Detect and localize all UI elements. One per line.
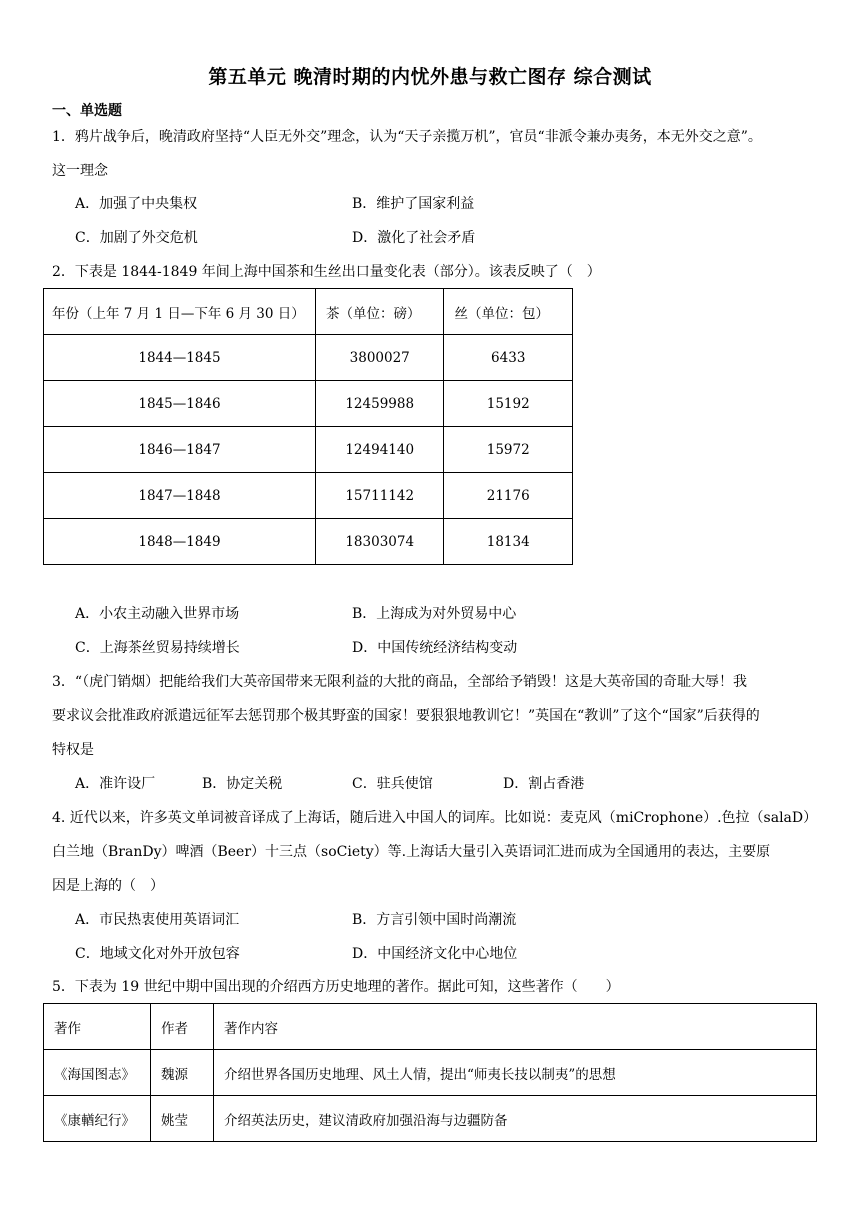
cell-tea: 12494140 bbox=[315, 427, 444, 473]
cell-tea: 12459988 bbox=[315, 381, 444, 427]
q4-stem-line2: 白兰地（BranDy）啤酒（Beer）十三点（soCiety）等.上海话大量引入英语词汇进而成为全国通用的表达，主要原 bbox=[52, 844, 771, 860]
q3-stem-line2: 要求议会批准政府派遣远征军去惩罚那个极其野蛮的国家！要狠狠地教训它！”英国在“教训”了这个“国家”后获得的 bbox=[52, 708, 760, 724]
cell-silk: 15972 bbox=[444, 427, 573, 473]
cell-silk: 15192 bbox=[444, 381, 573, 427]
q1-stem-line2: 这一理念 bbox=[52, 163, 108, 179]
q2-option-b[interactable]: B．上海成为对外贸易中心 bbox=[352, 606, 517, 622]
cell-content: 介绍世界各国历史地理、风土人情，提出“师夷长技以制夷”的思想 bbox=[214, 1050, 817, 1096]
header-content: 著作内容 bbox=[214, 1004, 817, 1050]
q4-option-a[interactable]: A．市民热衷使用英语词汇 bbox=[75, 912, 240, 928]
q4-stem-line3: 因是上海的（ ） bbox=[52, 878, 164, 894]
q1-option-a[interactable]: A．加强了中央集权 bbox=[75, 196, 198, 212]
cell-year: 1845—1846 bbox=[44, 381, 316, 427]
q2-option-c[interactable]: C．上海茶丝贸易持续增长 bbox=[75, 640, 240, 656]
section-heading: 一、单选题 bbox=[52, 103, 122, 119]
cell-tea: 18303074 bbox=[315, 519, 444, 565]
q2-option-d[interactable]: D．中国传统经济结构变动 bbox=[352, 640, 518, 656]
table-row bbox=[44, 473, 573, 519]
cell-work: 《海国图志》 bbox=[44, 1050, 151, 1096]
table-row bbox=[44, 381, 573, 427]
q4-option-c[interactable]: C．地域文化对外开放包容 bbox=[75, 946, 240, 962]
cell-year: 1846—1847 bbox=[44, 427, 316, 473]
header-tea: 茶（单位：磅） bbox=[315, 289, 444, 335]
cell-work: 《康輶纪行》 bbox=[44, 1096, 151, 1142]
q4-option-b[interactable]: B．方言引领中国时尚潮流 bbox=[352, 912, 517, 928]
header-author: 作者 bbox=[151, 1004, 214, 1050]
table-row bbox=[44, 427, 573, 473]
table-header-row bbox=[44, 1004, 817, 1050]
cell-year: 1848—1849 bbox=[44, 519, 316, 565]
q4-stem-line1: 4. 近代以来，许多英文单词被音译成了上海话，随后进入中国人的词库。比如说：麦克风（miCrophone）.色拉（salaD） bbox=[52, 810, 818, 826]
q4-option-d[interactable]: D．中国经济文化中心地位 bbox=[352, 946, 518, 962]
table-row bbox=[44, 519, 573, 565]
q3-option-c[interactable]: C．驻兵使馆 bbox=[352, 776, 433, 792]
q1-stem-line1: 1．鸦片战争后，晚清政府坚持“人臣无外交”理念，认为“天子亲揽万机”，官员“非派令兼办夷务，本无外交之意”。 bbox=[52, 129, 762, 145]
cell-content: 介绍英法历史，建议清政府加强沿海与边疆防备 bbox=[214, 1096, 817, 1142]
cell-year: 1847—1848 bbox=[44, 473, 316, 519]
q3-stem-line3: 特权是 bbox=[52, 742, 94, 758]
cell-silk: 18134 bbox=[444, 519, 573, 565]
q3-option-a[interactable]: A．准许设厂 bbox=[75, 776, 156, 792]
q1-option-d[interactable]: D．激化了社会矛盾 bbox=[352, 230, 476, 246]
q3-option-b[interactable]: B．协定关税 bbox=[202, 776, 283, 792]
q5-stem: 5．下表为 19 世纪中期中国出现的介绍西方历史地理的著作。据此可知，这些著作（ ） bbox=[52, 979, 620, 995]
header-silk: 丝（单位：包） bbox=[444, 289, 573, 335]
table-row bbox=[44, 1096, 817, 1142]
cell-year: 1844—1845 bbox=[44, 335, 316, 381]
cell-silk: 21176 bbox=[444, 473, 573, 519]
q2-option-a[interactable]: A．小农主动融入世界市场 bbox=[75, 606, 240, 622]
table-row bbox=[44, 335, 573, 381]
cell-author: 姚莹 bbox=[151, 1096, 214, 1142]
table-header-row bbox=[44, 289, 573, 335]
q2-export-table bbox=[43, 288, 573, 565]
cell-tea: 15711142 bbox=[315, 473, 444, 519]
q5-works-table bbox=[43, 1003, 817, 1142]
cell-silk: 6433 bbox=[444, 335, 573, 381]
cell-tea: 3800027 bbox=[315, 335, 444, 381]
q3-stem-line1: 3．“（虎门销烟）把能给我们大英帝国带来无限利益的大批的商品，全部给予销毁！这是大英帝国的奇耻大辱！我 bbox=[52, 674, 748, 690]
cell-author: 魏源 bbox=[151, 1050, 214, 1096]
page-title: 第五单元 晚清时期的内忧外患与救亡图存 综合测试 bbox=[208, 66, 652, 88]
q1-option-b[interactable]: B．维护了国家利益 bbox=[352, 196, 475, 212]
header-work: 著作 bbox=[44, 1004, 151, 1050]
q2-stem: 2．下表是 1844-1849 年间上海中国茶和生丝出口量变化表（部分）。该表反映了（ ） bbox=[52, 264, 601, 280]
table-row bbox=[44, 1050, 817, 1096]
header-year: 年份（上年 7 月 1 日—下年 6 月 30 日） bbox=[44, 289, 316, 335]
q3-option-d[interactable]: D．割占香港 bbox=[503, 776, 585, 792]
q1-option-c[interactable]: C．加剧了外交危机 bbox=[75, 230, 198, 246]
